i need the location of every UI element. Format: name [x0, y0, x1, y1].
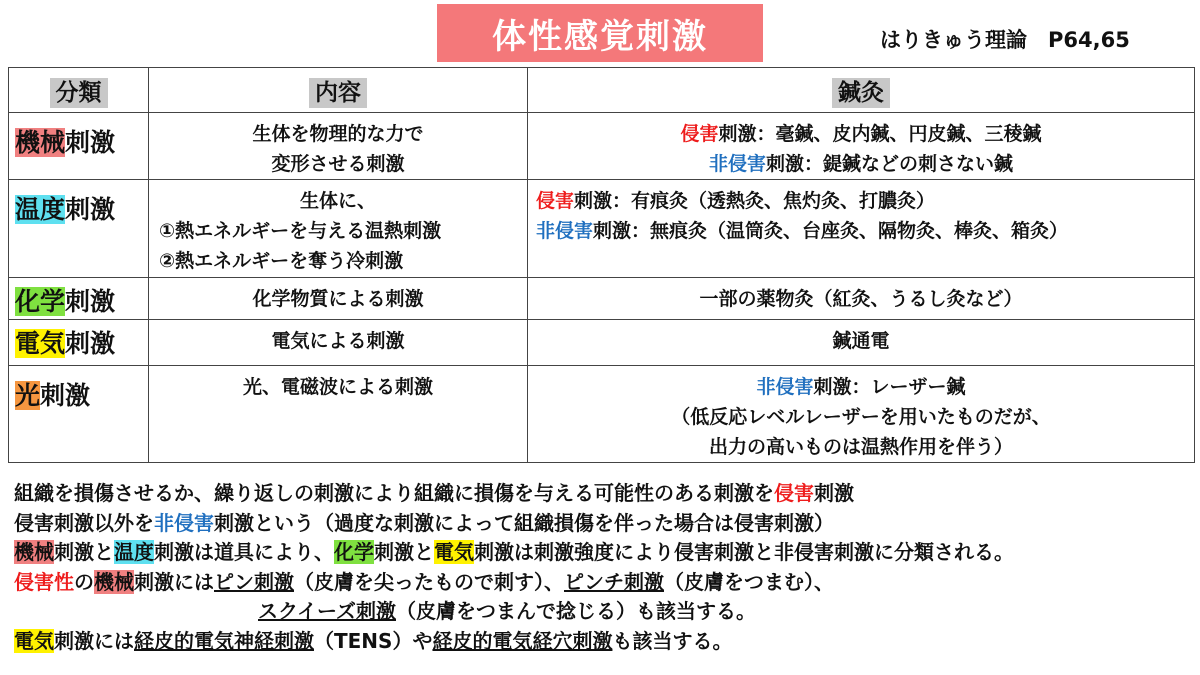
- table-header-row: [9, 68, 1195, 113]
- note-line-2: 侵害刺激以外を非侵害刺激という（過度な刺激によって組織損傷を伴った場合は侵害刺激）: [14, 510, 834, 535]
- table-row-light: [9, 366, 1195, 463]
- table-row-mechanical: [9, 113, 1195, 180]
- note-line-1: 組織を損傷させるか、繰り返しの刺激により組織に損傷を与える可能性のある刺激を侵害刺激: [14, 481, 854, 505]
- category-mechanical: 機械刺激: [9, 113, 149, 180]
- acupuncture-light: 非侵害刺激：レーザー鍼 （低反応レベルレーザーを用いたものだが、 出力の高いものは温熱作用を伴う）: [528, 366, 1195, 463]
- notes-section: [14, 479, 1194, 656]
- category-light: 光刺激: [9, 366, 149, 463]
- acupuncture-mechanical: 侵害刺激：毫鍼、皮内鍼、円皮鍼、三稜鍼 非侵害刺激：鍉鍼などの刺さない鍼: [528, 113, 1195, 180]
- acupuncture-thermal: 侵害刺激：有痕灸（透熱灸、焦灼灸、打膿灸） 非侵害刺激：無痕灸（温筒灸、台座灸、隔物灸、棒灸、箱灸）: [528, 180, 1195, 278]
- content-light: 光、電磁波による刺激: [149, 366, 528, 463]
- category-chemical: 化学刺激: [9, 278, 149, 320]
- content-thermal: 生体に、 ①熱エネルギーを与える温熱刺激 ②熱エネルギーを奪う冷刺激: [149, 180, 528, 278]
- category-electrical: 電気刺激: [9, 320, 149, 366]
- header-category: 分類: [9, 68, 149, 113]
- content-mechanical: 生体を物理的な力で 変形させる刺激: [149, 113, 528, 180]
- table-row-thermal: [9, 180, 1195, 278]
- note-line-5: スクイーズ刺激（皮膚をつまんで捻じる）も該当する。: [258, 599, 756, 623]
- content-electrical: 電気による刺激: [149, 320, 528, 366]
- note-line-6: 電気刺激には経皮的電気神経刺激（TENS）や経皮的電気経穴刺激も該当する。: [14, 628, 733, 653]
- stimulus-table: [8, 67, 1195, 463]
- page-title: 体性感覚刺激: [437, 4, 763, 62]
- acupuncture-chemical: 一部の薬物灸（紅灸、うるし灸など）: [528, 278, 1195, 320]
- note-line-4: 侵害性の機械刺激にはピン刺激（皮膚を尖ったもので刺す）、ピンチ刺激（皮膚をつまむ）、: [14, 569, 834, 594]
- category-thermal: 温度刺激: [9, 180, 149, 278]
- note-line-3: 機械刺激と温度刺激は道具により、化学刺激と電気刺激は刺激強度により侵害刺激と非侵害刺激に分類される。: [14, 540, 1014, 564]
- table-row-electrical: [9, 320, 1195, 366]
- acupuncture-electrical: 鍼通電: [528, 320, 1195, 366]
- table-row-chemical: [9, 278, 1195, 320]
- content-chemical: 化学物質による刺激: [149, 278, 528, 320]
- header-content: 内容: [149, 68, 528, 113]
- header-acupuncture: 鍼灸: [528, 68, 1195, 113]
- source-reference: はりきゅう理論 P64,65: [880, 28, 1130, 52]
